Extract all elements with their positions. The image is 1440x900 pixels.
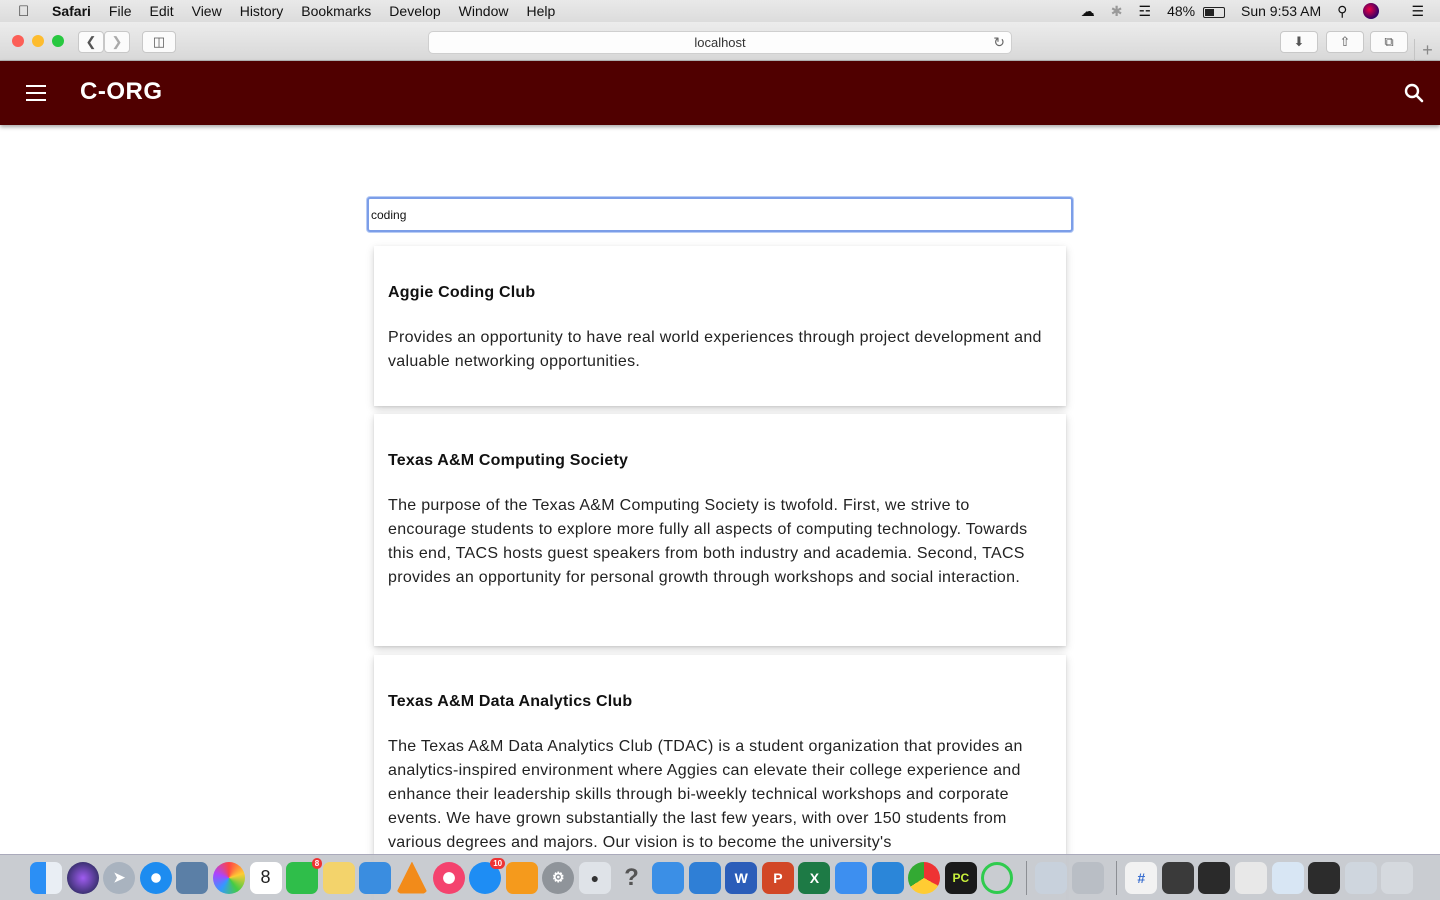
activity-ring-icon[interactable] [981,862,1013,894]
spotlight-icon[interactable]: ⚲ [1337,2,1348,19]
menu-window[interactable]: Window [458,3,509,19]
vscode-window-icon[interactable] [1198,862,1230,894]
trash-icon[interactable] [1381,862,1413,894]
music-icon[interactable] [433,862,465,894]
safari-icon[interactable] [140,862,172,894]
launchpad-icon[interactable]: ➤ [103,862,135,894]
chevron-left-icon: ❮ [85,34,97,49]
org-card-title: Texas A&M Data Analytics Club [388,693,633,710]
macos-menubar [0,0,1440,22]
battery-icon [1203,7,1225,18]
new-tab-button[interactable] [1414,39,1440,61]
help-icon[interactable]: ? [624,863,639,891]
word-icon[interactable]: W [725,862,757,894]
sidebar-icon: ◫ [152,34,166,49]
keynote-icon[interactable] [359,862,391,894]
editor-window-icon[interactable] [1308,862,1340,894]
back-button[interactable] [78,31,104,53]
address-bar[interactable] [428,31,1012,54]
brand-title[interactable]: C-ORG [80,78,163,105]
folder-icon[interactable] [689,862,721,894]
menu-history[interactable]: History [239,3,284,19]
siri-icon[interactable] [1363,3,1379,19]
sidebar-toggle-button[interactable] [142,31,176,53]
apple-menu-icon[interactable] [18,3,38,20]
terminal-window-icon[interactable] [1162,862,1194,894]
app-header [0,61,1440,125]
minimize-window-button[interactable] [32,35,44,47]
menu-bookmarks[interactable]: Bookmarks [301,3,372,19]
download-icon: ⬇ [1293,34,1305,49]
menu-file[interactable]: File [108,3,132,19]
vlc-icon[interactable] [396,862,428,894]
zoom-window-button[interactable] [52,35,64,47]
menu-view[interactable]: View [191,3,222,19]
finder-window-icon[interactable] [1345,862,1377,894]
share-button[interactable] [1326,31,1364,53]
sourcetree-icon[interactable] [835,862,867,894]
menu-help[interactable]: Help [526,3,556,19]
downloads-button[interactable] [1280,31,1318,53]
creative-cloud-icon[interactable]: ☁ [1080,2,1095,19]
notification-center-icon[interactable]: ☰ [1411,2,1424,19]
cyberduck-icon[interactable]: ● [579,862,611,894]
menu-develop[interactable]: Develop [389,3,441,19]
xcode-icon[interactable] [652,862,684,894]
dock-separator [1026,861,1027,895]
address-url: localhost [694,35,746,50]
powerpoint-icon[interactable]: P [762,862,794,894]
plus-icon: + [1422,40,1433,60]
wifi-icon[interactable]: ☲ [1138,2,1152,19]
finder-icon[interactable] [30,862,62,894]
facetime-badge: 8 [312,858,322,869]
reload-icon[interactable]: ↻ [993,34,1005,50]
document-window-icon[interactable] [1235,862,1267,894]
tabs-icon: ⧉ [1384,34,1394,49]
calendar-icon[interactable] [250,862,282,894]
search-input[interactable] [367,197,1073,232]
battery-percent: 48% [1167,3,1196,19]
menu-edit[interactable]: Edit [149,3,174,19]
macos-dock [0,854,1440,900]
preview-icon[interactable] [176,862,208,894]
org-card-title: Aggie Coding Club [388,284,536,301]
browser-toolbar [0,22,1440,61]
battery-status[interactable] [1167,3,1225,19]
siri-dock-icon[interactable] [67,862,99,894]
screenshot-window-icon[interactable] [1272,862,1304,894]
tab-overview-button[interactable] [1370,31,1408,53]
vscode-icon[interactable] [872,862,904,894]
books-icon[interactable] [506,862,538,894]
org-card-description: The Texas A&M Data Analytics Club (TDAC) is a student organization that provides an analytics-inspired environment where Aggies can elevate their college experience and enhance their leadership skills through bi-weekly technical workshops and corporate events. We have grown substantially the last few years, with over 150 students from various degrees and majors. Our vision is to become the university's [388,738,1023,851]
photos-icon[interactable] [213,862,245,894]
bluetooth-icon[interactable]: ✱ [1110,2,1123,19]
dock-separator [1116,861,1117,895]
facetime-icon[interactable] [286,858,320,894]
app-store-badge: 10 [490,858,505,869]
share-icon: ⇧ [1339,34,1351,49]
chevron-right-icon: ❯ [111,34,123,49]
org-card[interactable] [374,246,1066,406]
mail-icon[interactable] [1035,862,1067,894]
forward-button[interactable] [104,31,130,53]
app-store-icon[interactable] [469,858,503,894]
slack-icon[interactable]: # [1125,862,1157,894]
menubar-status-area [1081,0,1440,22]
pycharm-icon[interactable]: PC [945,862,977,894]
org-card-description: The purpose of the Texas A&M Computing Society is twofold. First, we strive to encourage students to explore more fully all aspects of computing technology. Towards this end, TACS hosts guest speakers from both industry and academia. Second, TACS provides an opportunity for personal growth through workshops and social interaction. [388,497,1028,586]
search-icon[interactable] [1402,81,1426,105]
notes-icon[interactable] [323,862,355,894]
org-card[interactable] [374,414,1066,646]
chrome-icon[interactable] [908,862,940,894]
calendar-day: 8 [260,867,271,887]
system-preferences-icon[interactable]: ⚙ [542,862,574,894]
excel-icon[interactable]: X [798,862,830,894]
org-card-description: Provides an opportunity to have real world experiences through project development and valuable networking opportunities. [388,329,1042,370]
menu-icon[interactable] [26,85,46,101]
menu-app-name[interactable]: Safari [52,3,91,19]
close-window-button[interactable] [12,35,24,47]
org-card-title: Texas A&M Computing Society [388,452,629,469]
menubar-clock[interactable]: Sun 9:53 AM [1241,3,1322,19]
automator-icon[interactable] [1072,862,1104,894]
